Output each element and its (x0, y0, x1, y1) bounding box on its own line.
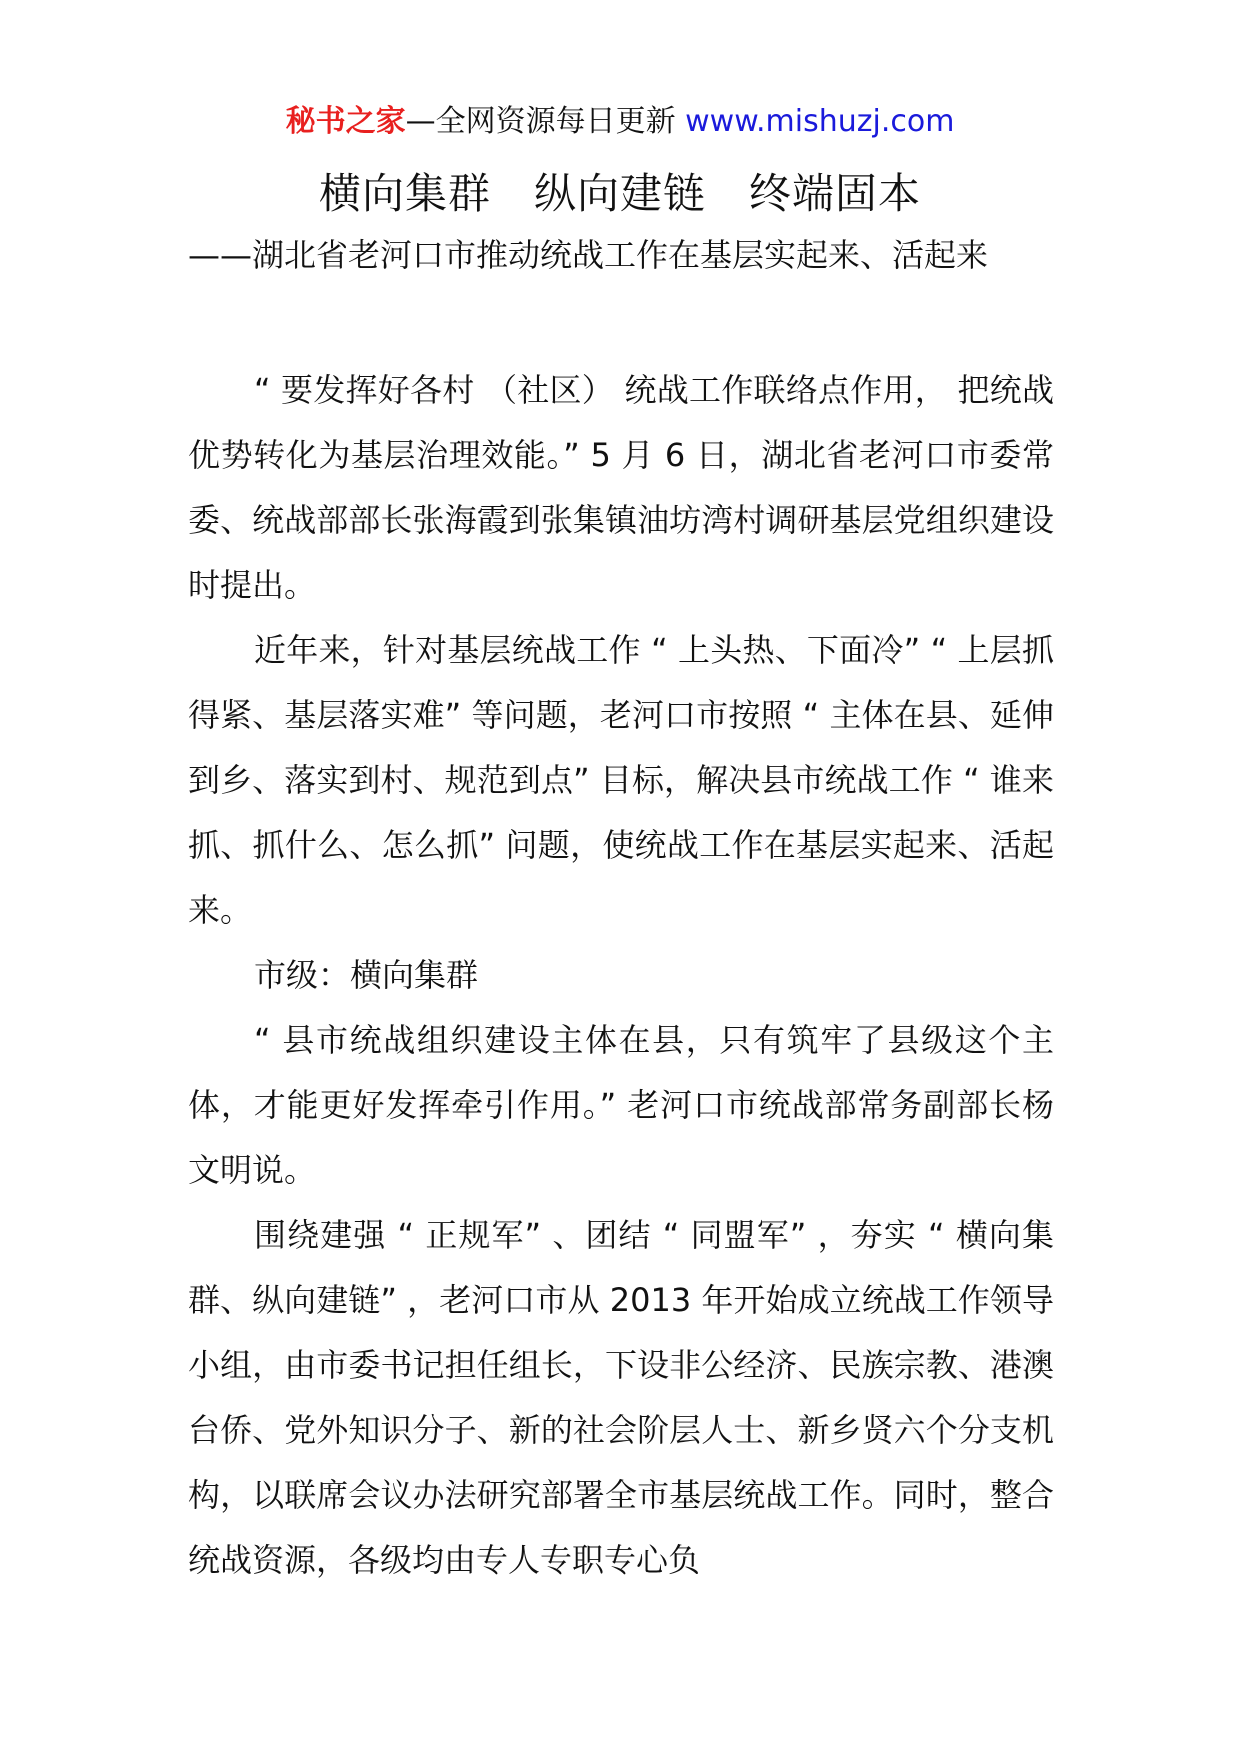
paragraph: 围绕建强 “ 正规军” 、团结 “ 同盟军” ，夯实 “ 横向集群、纵向建链” ，老河口市从 2013 年开始成立统战工作领导小组，由市委书记担任组长，下设非公经济、民族宗教、港澳台侨、党外知识分子、新的社会阶层人士、新乡贤六个分支机构，以联席会议办法研究部署全市基层统战工作。同时，整合统战资源，各级均由专人专职专心负 (188, 1216, 1054, 1579)
paragraph: “ 要发挥好各村 （社区） 统战工作联络点作用， 把统战优势转化为基层治理效能。” 5 月 6 日，湖北省老河口市委常委、统战部部长张海霞到张集镇油坊湾村调研基层党组织建设时提出。 (188, 371, 1054, 604)
paragraph: 近年来，针对基层统战工作 “ 上头热、下面冷” “ 上层抓得紧、基层落实难” 等问题，老河口市按照 “ 主体在县、延伸到乡、落实到村、规范到点” 目标，解决县市统战工作 “ 谁来抓、抓什么、怎么抓” 问题，使统战工作在基层实起来、活起来。 (188, 631, 1054, 929)
brand-name: 秘书之家 (285, 104, 406, 139)
section-heading: 市级：横向集群 (254, 956, 479, 994)
header-tagline: —全网资源每日更新 (405, 104, 686, 139)
site-link[interactable]: www.mishuzj.com (685, 104, 955, 139)
document-body (188, 358, 1054, 1593)
document-title: 横向集群 纵向建链 终端固本 (318, 169, 921, 218)
paragraph: “ 县市统战组织建设主体在县，只有筑牢了县级这个主体，才能更好发挥牵引作用。” 老河口市统战部常务副部长杨文明说。 (188, 1021, 1054, 1189)
document-subtitle: ——湖北省老河口市推动统战工作在基层实起来、活起来 (188, 236, 989, 274)
site-header (0, 100, 1240, 144)
